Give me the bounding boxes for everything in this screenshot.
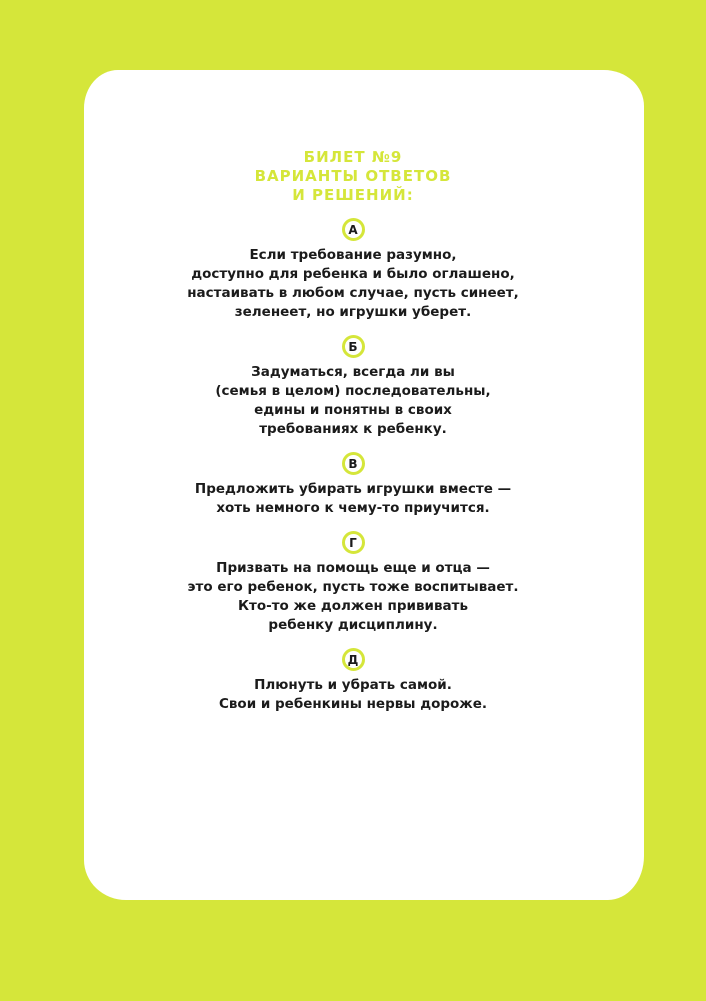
option-a-line-4: зеленеет, но игрушки уберет. (234, 304, 472, 320)
option-g-line-1: Призвать на помощь еще и отца — (216, 560, 490, 576)
option-g-line-3: Кто-то же должен прививать (238, 598, 468, 614)
option-a (0, 218, 706, 322)
option-a-line-1: Если требование разумно, (249, 247, 457, 263)
option-a-line-2: доступно для ребенка и было оглашено, (191, 266, 515, 282)
ticket-header (0, 148, 706, 205)
answer-options (0, 218, 706, 727)
option-d (0, 648, 706, 714)
ticket-subtitle-line1: ВАРИАНТЫ ОТВЕТОВ (254, 167, 452, 185)
option-b-line-3: едины и понятны в своих (254, 402, 452, 418)
option-v (0, 452, 706, 518)
ticket-title: БИЛЕТ №9 (303, 148, 403, 166)
option-v-line-1: Предложить убирать игрушки вместе — (194, 481, 512, 497)
option-v-line-2: хоть немного к чему-то приучится. (216, 500, 490, 516)
option-b-line-1: Задуматься, всегда ли вы (251, 364, 455, 380)
option-d-line-2: Свои и ребенкины нервы дороже. (218, 696, 488, 712)
option-b (0, 335, 706, 439)
option-g-line-2: это его ребенок, пусть тоже воспитывает. (187, 579, 519, 595)
option-b-badge: Б (342, 335, 365, 358)
ticket-subtitle-line2: И РЕШЕНИЙ: (292, 186, 414, 204)
option-g (0, 531, 706, 635)
option-d-line-1: Плюнуть и убрать самой. (254, 677, 452, 693)
option-b-line-4: требованиях к ребенку. (259, 421, 447, 437)
option-g-badge: Г (342, 531, 365, 554)
option-b-line-2: (семья в целом) последовательны, (215, 383, 491, 399)
option-v-badge: В (342, 452, 365, 475)
option-a-line-3: настаивать в любом случае, пусть синеет, (187, 285, 519, 301)
option-a-badge: А (342, 218, 365, 241)
option-d-badge: Д (342, 648, 365, 671)
option-g-line-4: ребенку дисциплину. (268, 617, 438, 633)
